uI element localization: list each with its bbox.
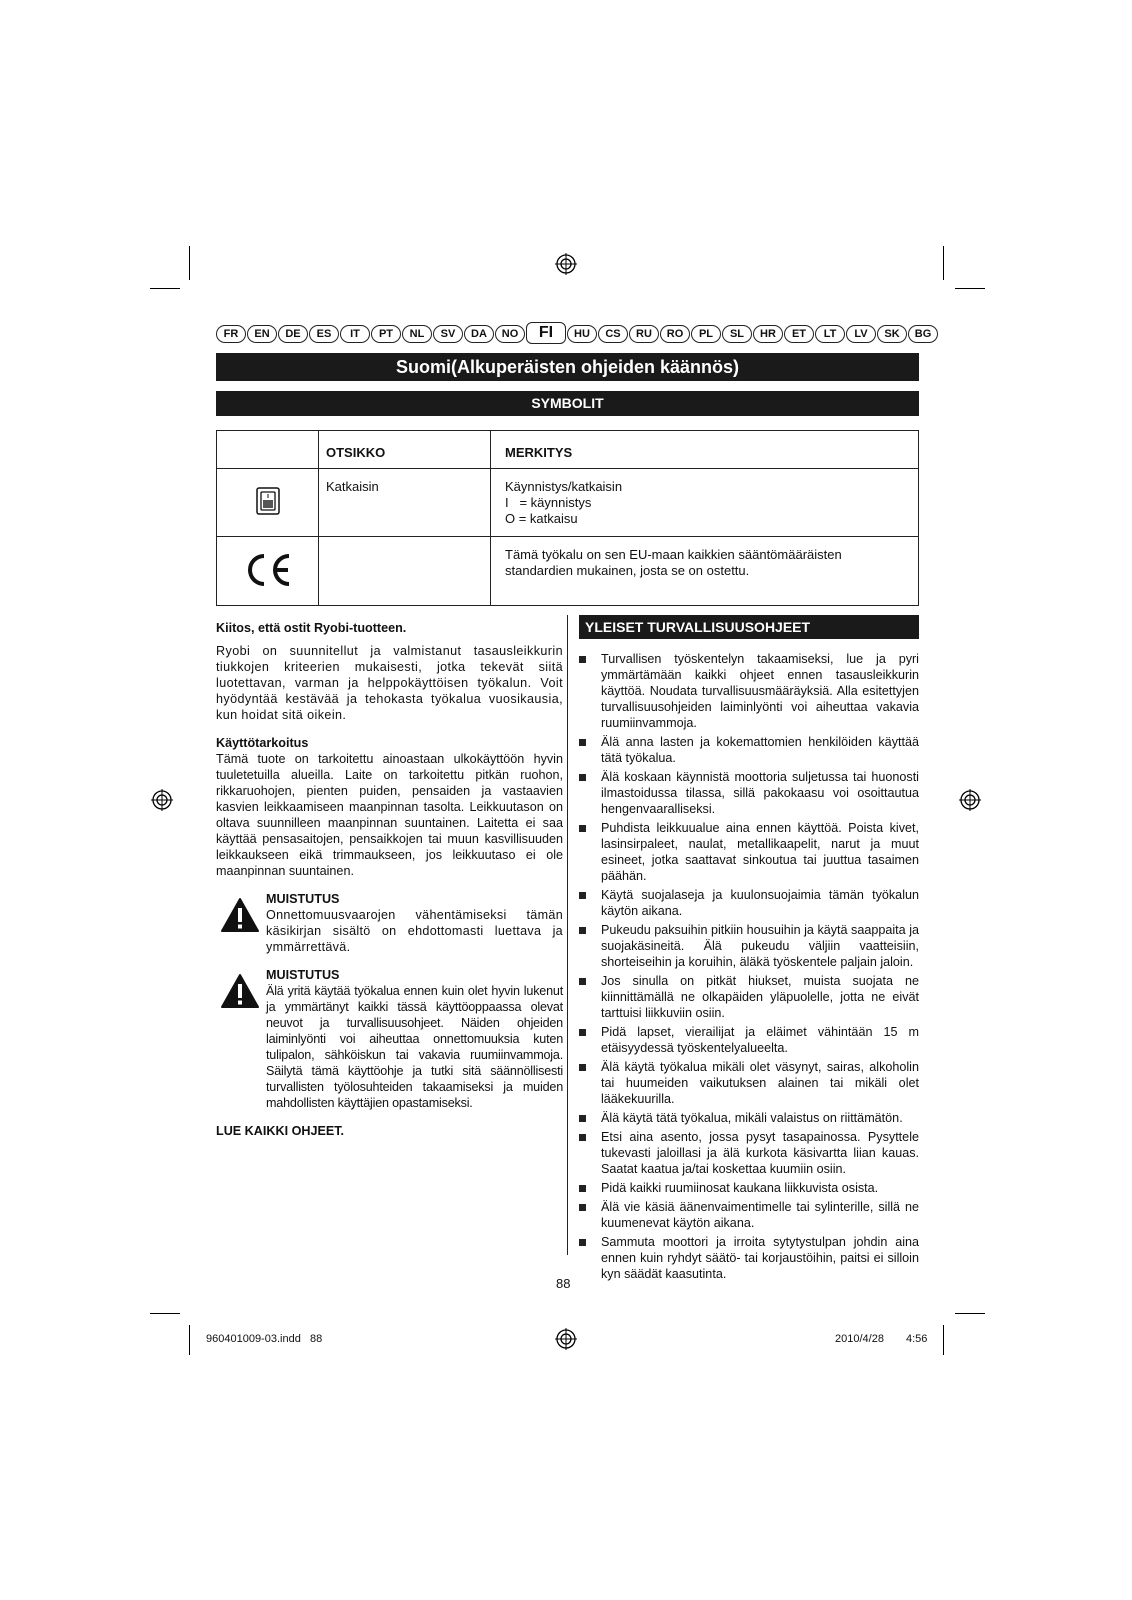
symbol-title — [319, 537, 491, 606]
warning-triangle-icon — [220, 897, 260, 933]
warning-triangle-icon — [220, 973, 260, 1009]
table-header-meaning: MERKITYS — [491, 431, 919, 469]
warning-title: MUISTUTUS — [266, 968, 340, 982]
switch-icon — [255, 486, 281, 516]
registration-mark-icon — [959, 789, 981, 811]
language-tab-it[interactable]: IT — [340, 325, 370, 343]
warning-notice — [216, 967, 563, 1111]
purpose-heading: Käyttötarkoitus — [216, 736, 309, 750]
symbol-title: Katkaisin — [319, 469, 491, 537]
footer-date: 2010/4/28 — [835, 1333, 884, 1345]
language-tab-pt[interactable]: PT — [371, 325, 401, 343]
crop-mark — [189, 246, 190, 280]
language-tab-lt[interactable]: LT — [815, 325, 845, 343]
language-tab-hr[interactable]: HR — [753, 325, 783, 343]
language-tab-cs[interactable]: CS — [598, 325, 628, 343]
intro-text: Ryobi on suunnitellut ja valmistanut tasausleikkurin tiukkojen kriteerien mukaisesti, jotka tekevät siitä luotettavan, varman ja helppokäyttöisen työkalun. Voit hyödyntää kestävää ja tehokasta työkalua vuosikausia, kun hoidat sitä oikein. — [216, 644, 563, 722]
safety-list — [579, 651, 919, 1282]
list-item: Sammuta moottori ja irroita sytytystulpan johdin aina ennen kuin ryhdyt säätö- tai korjaustöihin, paitsi ei silloin kyn säädät kaasutinta. — [579, 1234, 919, 1282]
list-item: Älä käytä tätä työkalua, mikäli valaistus on riittämätön. — [579, 1110, 919, 1126]
ce-mark-icon — [242, 550, 294, 590]
list-item: Pidä kaikki ruumiinosat kaukana liikkuvista osista. — [579, 1180, 919, 1196]
section-title-safety: YLEISET TURVALLISUUSOHJEET — [579, 615, 919, 639]
registration-mark-icon — [555, 253, 577, 275]
page-number: 88 — [556, 1276, 571, 1291]
language-tab-sl[interactable]: SL — [722, 325, 752, 343]
list-item: Pukeudu paksuihin pitkiin housuihin ja käytä saappaita ja suojakäsineitä. Älä pukeudu väljiin vaatteisiin, shorteiseihin ja koruihin, äläkä työskentele paljain jaloin. — [579, 922, 919, 970]
registration-mark-icon — [151, 789, 173, 811]
warning-title: MUISTUTUS — [266, 892, 340, 906]
table-row — [217, 537, 919, 606]
crop-mark — [189, 1325, 190, 1355]
left-column — [216, 620, 563, 1139]
crop-mark — [955, 288, 985, 289]
language-tab-en[interactable]: EN — [247, 325, 277, 343]
warning-notice — [216, 891, 563, 955]
purpose-text: Tämä tuote on tarkoitettu ainoastaan ulkokäyttöön hyvin tuuletetuilla alueilla. Laite on tarkoitettu pitkän ruohon, rikkaruohojen, pienten puiden, pensaiden ja vastaavien kasvien leikkaamiseen maanpinnan tasolta. Leikkuutason on oltava suunnilleen maanpinnan suuntainen. Laitetta ei saa käyttää pensasaitojen, pensaikkojen tai muun kasvillisuuden leikkaukseen eikä trimmaukseen, jos leikkuutaso ei ole maanpinnan suuntainen. — [216, 752, 563, 878]
language-tab-fi[interactable]: FI — [526, 322, 566, 344]
language-tab-ro[interactable]: RO — [660, 325, 690, 343]
language-tab-et[interactable]: ET — [784, 325, 814, 343]
table-row — [217, 469, 919, 537]
crop-mark — [150, 288, 180, 289]
footer-file: 960401009-03.indd 88 — [206, 1333, 323, 1345]
list-item: Pidä lapset, vierailijat ja eläimet vähintään 15 m etäisyydessä työskentelyalueelta. — [579, 1024, 919, 1056]
column-divider — [567, 615, 568, 1255]
section-title-symbols: SYMBOLIT — [216, 391, 919, 416]
symbols-table — [216, 430, 919, 606]
language-tabs — [216, 325, 938, 343]
registration-mark-icon — [555, 1328, 577, 1350]
language-tab-nl[interactable]: NL — [402, 325, 432, 343]
language-tab-de[interactable]: DE — [278, 325, 308, 343]
crop-mark — [943, 1325, 944, 1355]
right-column — [579, 651, 919, 1285]
language-tab-bg[interactable]: BG — [908, 325, 938, 343]
warning-text: Älä yritä käytää työkalua ennen kuin olet hyvin lukenut ja ymmärtänyt kaikki tässä käyttöoppaassa olevat neuvot ja turvallisuusohjeet. Näiden ohjeiden laiminlyönti voi aiheuttaa onnettomuuksia kuten tulipalon, sähköiskun tai vakavia ruumiinvammoja. Säilytä tämä käyttöohje ja tutki sitä säännöllisesti turvallisten työlosuhteiden takaamiseksi ja muiden mahdollisten käyttäjien opastamiseksi. — [266, 984, 563, 1110]
list-item: Älä vie käsiä äänenvaimentimelle tai sylinterille, sillä ne kuumenevat käytön aikana. — [579, 1199, 919, 1231]
thanks-heading: Kiitos, että ostit Ryobi-tuotteen. — [216, 621, 407, 635]
footer-time: 4:56 — [906, 1333, 928, 1345]
symbol-meaning: Tämä työkalu on sen EU-maan kaikkien sääntömääräisten standardien mukainen, josta se on ostettu. — [491, 537, 919, 606]
language-tab-pl[interactable]: PL — [691, 325, 721, 343]
list-item: Älä käytä työkalua mikäli olet väsynyt, sairas, alkoholin tai huumeiden vaikutuksen alainen tai mikäli olet lääkekuurilla. — [579, 1059, 919, 1107]
page-title: Suomi(Alkuperäisten ohjeiden käännös) — [216, 353, 919, 381]
language-tab-no[interactable]: NO — [495, 325, 525, 343]
crop-mark — [943, 246, 944, 280]
language-tab-lv[interactable]: LV — [846, 325, 876, 343]
read-all-notice: LUE KAIKKI OHJEET. — [216, 1124, 345, 1138]
list-item: Käytä suojalaseja ja kuulonsuojaimia tämän työkalun käytön aikana. — [579, 887, 919, 919]
language-tab-fr[interactable]: FR — [216, 325, 246, 343]
list-item: Älä koskaan käynnistä moottoria suljetussa tai huonosti ilmastoidussa tilassa, sillä pakokaasu voi osoittautua hengenvaaralliseksi. — [579, 769, 919, 817]
language-tab-hu[interactable]: HU — [567, 325, 597, 343]
list-item: Älä anna lasten ja kokemattomien henkilöiden käyttää tätä työkalua. — [579, 734, 919, 766]
language-tab-da[interactable]: DA — [464, 325, 494, 343]
crop-mark — [955, 1313, 985, 1314]
language-tab-es[interactable]: ES — [309, 325, 339, 343]
language-tab-ru[interactable]: RU — [629, 325, 659, 343]
warning-text: Onnettomuusvaarojen vähentämiseksi tämän käsikirjan sisältö on ehdottomasti luettava ja ymmärrettävä. — [266, 908, 563, 954]
table-header-title: OTSIKKO — [319, 431, 491, 469]
language-tab-sv[interactable]: SV — [433, 325, 463, 343]
language-tab-sk[interactable]: SK — [877, 325, 907, 343]
list-item: Etsi aina asento, jossa pysyt tasapainossa. Pysyttele tukevasti jaloillasi ja älä kurkota käsivartta liian kauas. Saatat kaatua ja/tai koskettaa kuumiin osiin. — [579, 1129, 919, 1177]
crop-mark — [150, 1313, 180, 1314]
list-item: Turvallisen työskentelyn takaamiseksi, lue ja pyri ymmärtämään kaikki ohjeet ennen tasausleikkurin käyttöä. Noudata turvallisuusmääräyksiä. Alla esitettyjen turvallisuusohjeiden laiminlyönti voi aiheuttaa vakavia ruumiinvammoja. — [579, 651, 919, 731]
list-item: Jos sinulla on pitkät hiukset, muista suojata ne kiinnittämällä ne olkapäiden yläpuolelle, jotta ne eivät tarttuisi liikkuviin osiin. — [579, 973, 919, 1021]
symbol-meaning: Käynnistys/katkaisin I = käynnistys O = katkaisu — [491, 469, 919, 537]
list-item: Puhdista leikkuualue aina ennen käyttöä. Poista kivet, lasinsirpaleet, naulat, metallikaapelit, narut ja muut esineet, jotka saattavat sinkoutua tai juuttua tasaimen päähän. — [579, 820, 919, 884]
